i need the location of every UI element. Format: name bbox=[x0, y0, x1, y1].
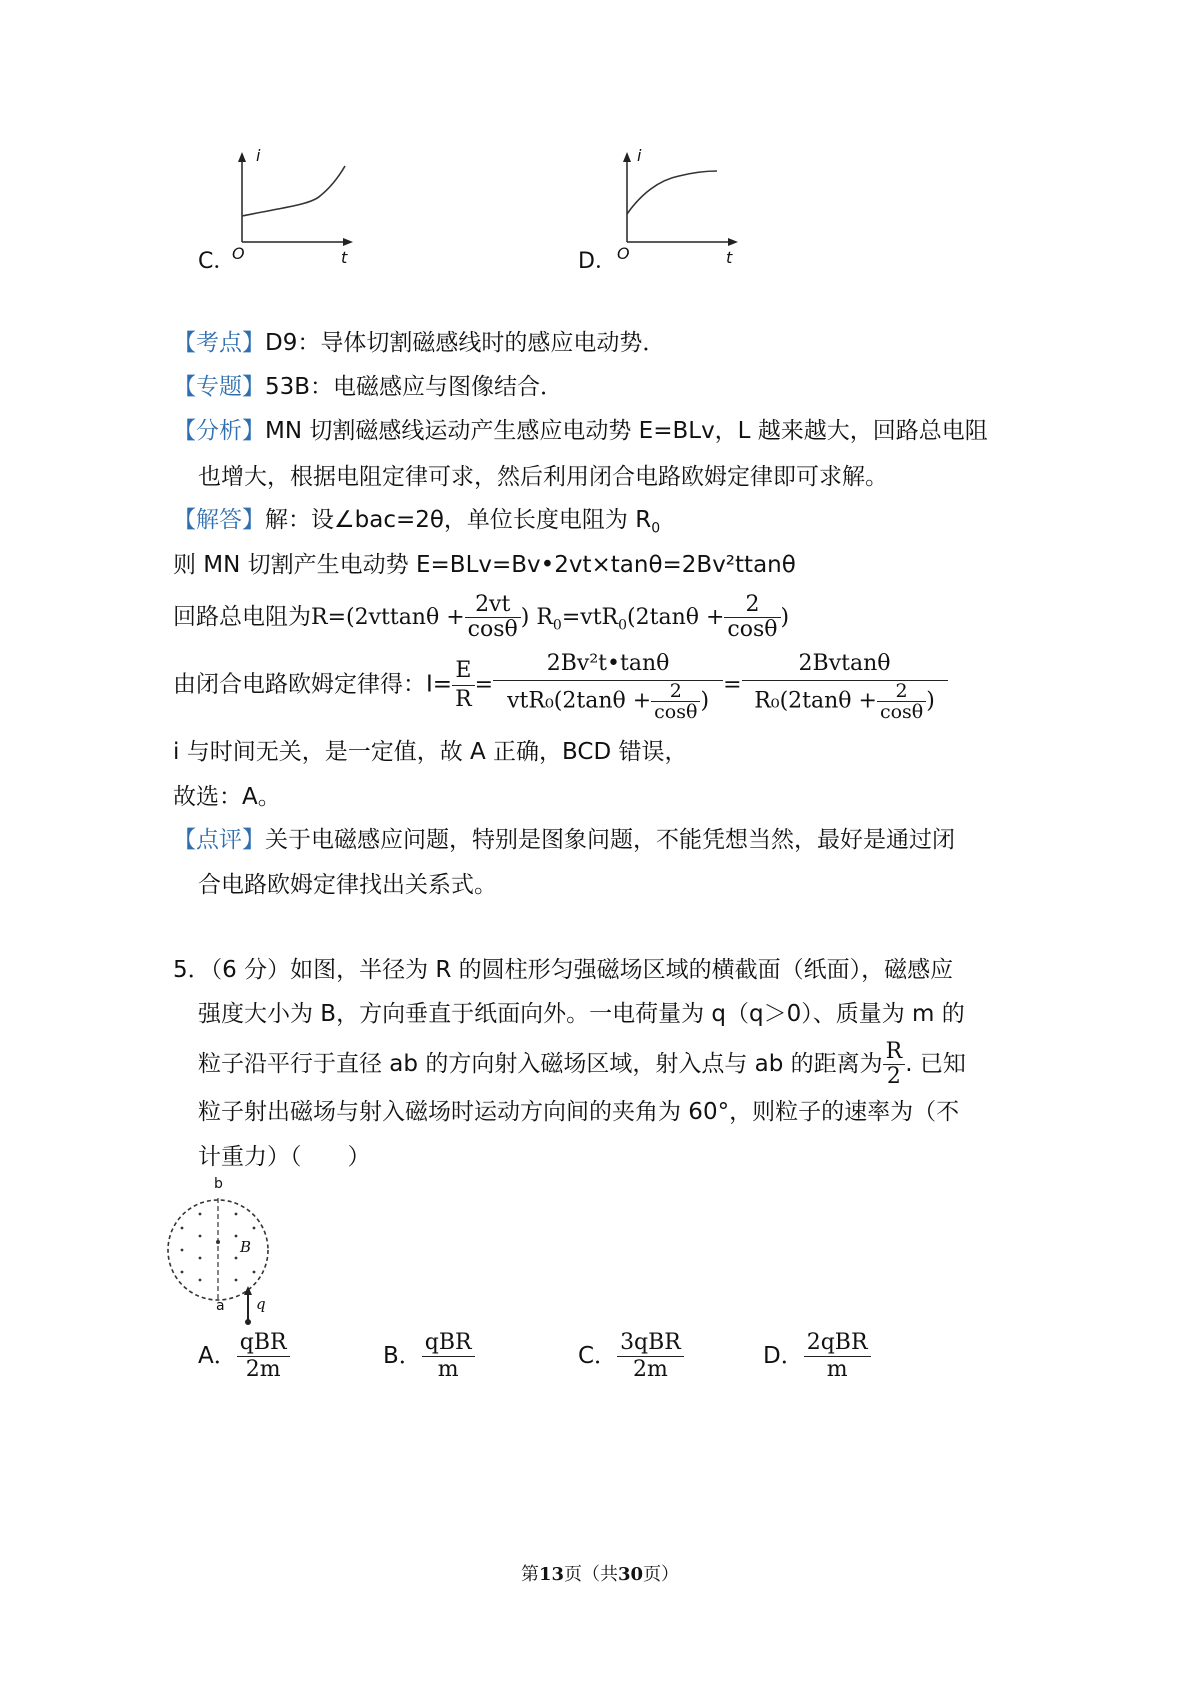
option-a[interactable] bbox=[198, 1328, 290, 1384]
footer-page: 13 bbox=[538, 1564, 564, 1585]
ohm-den-1-text: vtR₀(2tanθ + bbox=[507, 688, 652, 714]
option-c[interactable] bbox=[578, 1328, 684, 1384]
ohm-frac-er bbox=[452, 657, 475, 714]
dianping-text-2: 合电路欧姆定律找出关系式。 bbox=[198, 872, 497, 898]
fenxi-line-2 bbox=[198, 462, 888, 492]
jieda-line bbox=[173, 505, 660, 544]
resistance-sub-1: 0 bbox=[552, 617, 562, 634]
q5-line-1 bbox=[173, 955, 953, 985]
option-d-frac bbox=[804, 1330, 871, 1383]
graph-c-label: C． bbox=[198, 249, 236, 274]
ohm-e: E bbox=[452, 657, 475, 686]
q5-text-4: 粒子射出磁场与射入磁场时运动方向间的夹角为 60°，则粒子的速率为（不 bbox=[198, 1099, 960, 1125]
ohm-den-2-text: R₀(2tanθ + bbox=[754, 688, 877, 714]
option-c-frac bbox=[617, 1330, 684, 1383]
page-footer bbox=[0, 1560, 1200, 1586]
q5-r-over-2-den: 2 bbox=[886, 1064, 901, 1089]
magnetic-field-svg bbox=[160, 1180, 290, 1330]
choice-text: 故选：A。 bbox=[173, 784, 281, 810]
option-b-frac bbox=[422, 1330, 475, 1383]
option-c-den: 2m bbox=[633, 1357, 668, 1382]
magnetic-field-figure bbox=[160, 1176, 290, 1330]
option-a-num: qBR bbox=[237, 1330, 290, 1357]
ohm-eq-1: = bbox=[474, 672, 494, 698]
figure-label-B: B bbox=[240, 1238, 252, 1256]
ohm-den-1-end: ) bbox=[700, 688, 710, 714]
option-d[interactable] bbox=[763, 1328, 871, 1384]
kaodian-tag: 【考点】 bbox=[173, 330, 265, 356]
graph-d bbox=[575, 146, 755, 290]
option-d-num: 2qBR bbox=[804, 1330, 871, 1357]
ohm-den-2-frac bbox=[877, 681, 926, 722]
dianping-line bbox=[173, 825, 955, 855]
resistance-tail: (2tanθ + bbox=[627, 605, 725, 630]
ohm-den-2-frac-num: 2 bbox=[877, 681, 926, 702]
resistance-line bbox=[173, 590, 789, 653]
option-a-frac bbox=[237, 1330, 290, 1383]
ohm-den-2-end: ) bbox=[926, 688, 935, 714]
q5-line-3 bbox=[198, 1036, 966, 1092]
option-c-label: C． bbox=[578, 1343, 618, 1369]
q5-r-over-2 bbox=[883, 1040, 906, 1089]
ohm-num-2: 2Bvtanθ bbox=[742, 648, 948, 681]
resistance-frac-1 bbox=[465, 593, 521, 642]
ohm-den-2-frac-den: cosθ bbox=[879, 701, 924, 723]
conclusion-text: i 与时间无关，是一定值，故 A 正确，BCD 错误， bbox=[173, 739, 688, 765]
ohm-frac-2 bbox=[742, 648, 948, 722]
resistance-lhs: R=(2vttanθ + bbox=[311, 605, 465, 630]
emf-line bbox=[173, 550, 796, 580]
ohm-den-1 bbox=[493, 681, 723, 722]
option-b-label: B． bbox=[383, 1343, 422, 1369]
resistance-frac-2-num: 2 bbox=[724, 593, 780, 618]
ohm-r: R bbox=[455, 686, 472, 712]
footer-pre: 第 bbox=[520, 1564, 539, 1585]
ohm-den-2 bbox=[742, 681, 948, 722]
ohm-den-1-frac-num: 2 bbox=[651, 681, 700, 702]
q5-text-5: 计重力）（ ） bbox=[198, 1144, 371, 1170]
q5-r-over-2-num: R bbox=[883, 1040, 906, 1065]
resistance-prefix: 回路总电阻为 bbox=[173, 604, 311, 630]
graph-d-x-label: t bbox=[726, 248, 733, 267]
q5-text-3b: . 已知 bbox=[905, 1051, 966, 1077]
option-d-den: m bbox=[826, 1357, 848, 1382]
graph-d-y-label: i bbox=[637, 146, 642, 165]
resistance-frac-2 bbox=[724, 593, 780, 642]
dianping-line-2 bbox=[198, 870, 497, 900]
q5-line-4 bbox=[198, 1097, 959, 1127]
resistance-end: ) bbox=[780, 605, 790, 630]
graph-c-origin: O bbox=[232, 244, 245, 263]
resistance-frac-1-num: 2vt bbox=[465, 593, 521, 618]
jieda-tag: 【解答】 bbox=[173, 507, 265, 533]
graph-c-y-label: i bbox=[256, 146, 261, 165]
ohm-prefix: 由闭合电路欧姆定律得：I= bbox=[173, 671, 453, 698]
choice-line bbox=[173, 782, 281, 812]
q5-line-2 bbox=[198, 999, 965, 1029]
graph-c bbox=[190, 146, 370, 290]
q5-line-5 bbox=[198, 1142, 371, 1172]
dianping-text-1: 关于电磁感应问题，特别是图象问题，不能凭想当然，最好是通过闭 bbox=[265, 827, 955, 853]
conclusion-line bbox=[173, 737, 688, 767]
emf-text: 则 MN 切割产生电动势 E=BLv=Bv•2vt×tanθ=2Bv²ttanθ bbox=[173, 552, 796, 578]
zhuanti-tag: 【专题】 bbox=[173, 374, 265, 400]
resistance-eq: =vtR bbox=[561, 605, 619, 630]
dianping-tag: 【点评】 bbox=[173, 827, 265, 853]
resistance-frac-2-den: cosθ bbox=[727, 617, 778, 642]
graph-d-label: D． bbox=[578, 249, 617, 274]
fenxi-line bbox=[173, 416, 988, 446]
ohm-den-1-frac bbox=[651, 681, 700, 722]
jieda-sub: 0 bbox=[651, 520, 661, 537]
ohm-frac-1 bbox=[493, 648, 723, 722]
figure-label-a: a bbox=[216, 1298, 225, 1314]
kaodian-text: D9：导体切割磁感线时的感应电动势． bbox=[265, 330, 666, 356]
footer-mid: 页（共 bbox=[564, 1564, 618, 1585]
q5-text-3a: 粒子沿平行于直径 ab 的方向射入磁场区域，射入点与 ab 的距离为 bbox=[198, 1051, 883, 1077]
ohm-line bbox=[173, 648, 948, 722]
zhuanti-text: 53B：电磁感应与图像结合． bbox=[265, 374, 564, 400]
q5-text-2: 强度大小为 B，方向垂直于纸面向外。一电荷量为 q（q＞0）、质量为 m 的 bbox=[198, 1001, 965, 1027]
footer-post: 页） bbox=[643, 1564, 680, 1585]
resistance-frac-1-den: cosθ bbox=[467, 617, 518, 642]
figure-label-b: b bbox=[214, 1176, 223, 1192]
figure-label-q: q bbox=[256, 1295, 266, 1313]
fenxi-text-1: MN 切割磁感线运动产生感应电动势 E=BLv，L 越来越大，回路总电阻 bbox=[265, 418, 988, 444]
option-a-label: A． bbox=[198, 1343, 237, 1369]
option-b-den: m bbox=[437, 1357, 459, 1382]
ohm-den-1-frac-den: cosθ bbox=[654, 701, 698, 723]
resistance-mid: ) R bbox=[520, 605, 553, 630]
resistance-sub-2: 0 bbox=[618, 617, 628, 634]
ohm-num-1: 2Bv²t•tanθ bbox=[493, 648, 723, 681]
ohm-eq-2: = bbox=[723, 672, 742, 698]
footer-total: 30 bbox=[618, 1564, 644, 1585]
zhuanti-line bbox=[173, 372, 563, 402]
q5-text-1: 5．（6 分）如图，半径为 R 的圆柱形匀强磁场区域的横截面（纸面），磁感应 bbox=[173, 957, 954, 983]
fenxi-tag: 【分析】 bbox=[173, 418, 265, 444]
option-d-label: D． bbox=[763, 1343, 804, 1369]
graph-d-origin: O bbox=[617, 244, 630, 263]
option-a-den: 2m bbox=[245, 1357, 281, 1382]
jieda-text: 解：设∠bac=2θ，单位长度电阻为 R bbox=[265, 507, 652, 533]
option-c-num: 3qBR bbox=[617, 1330, 684, 1357]
option-b[interactable] bbox=[383, 1328, 475, 1384]
kaodian-line bbox=[173, 328, 665, 358]
fenxi-text-2: 也增大，根据电阻定律可求，然后利用闭合电路欧姆定律即可求解。 bbox=[198, 464, 888, 490]
option-b-num: qBR bbox=[422, 1330, 475, 1357]
graph-c-x-label: t bbox=[341, 248, 348, 267]
